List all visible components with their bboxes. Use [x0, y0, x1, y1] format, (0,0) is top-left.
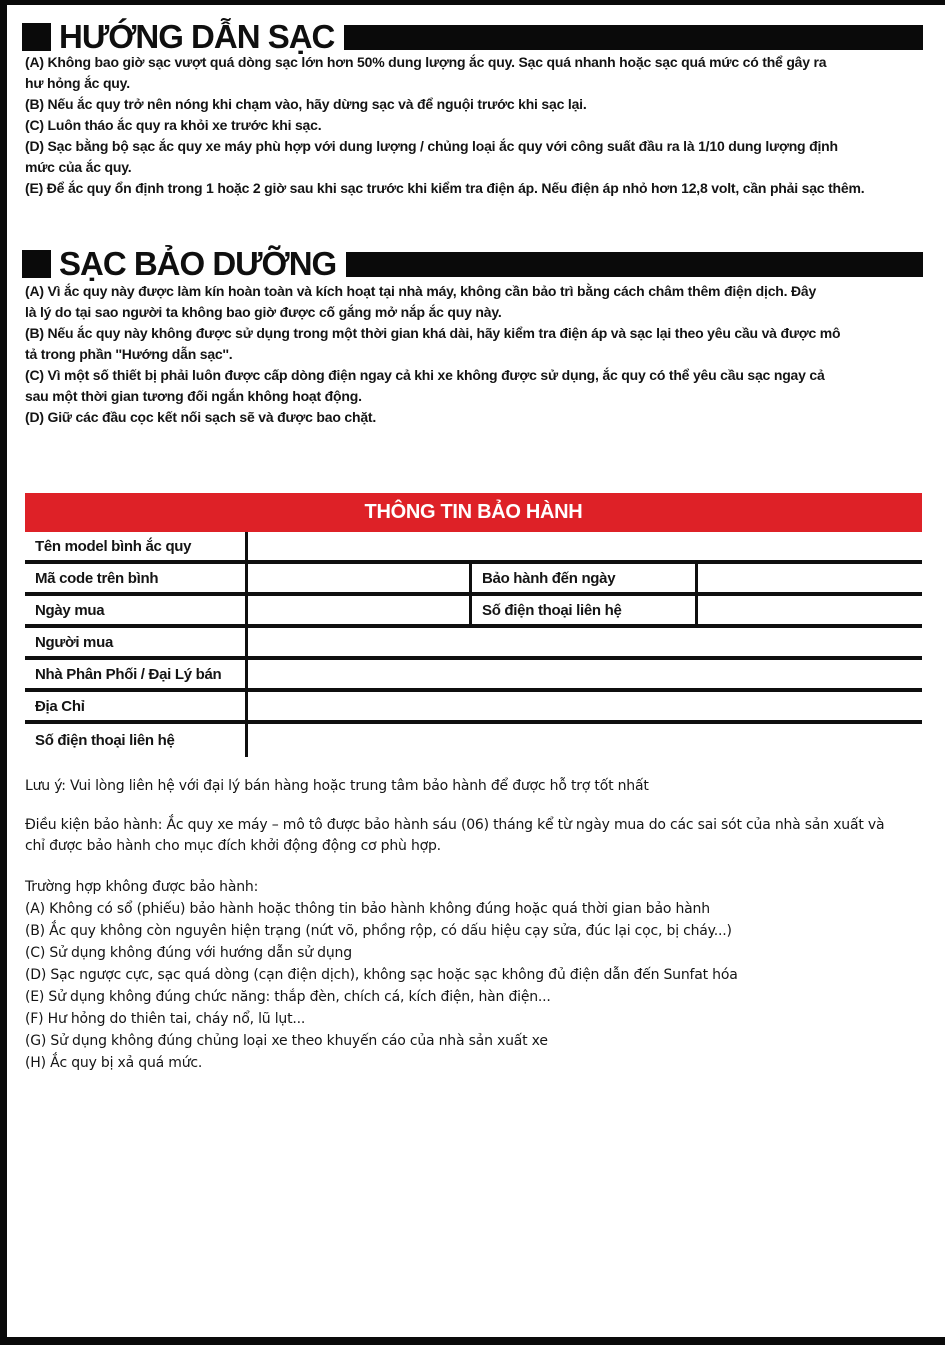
instruction-line: (D) Giữ các đầu cọc kết nối sạch sẽ và được bao chặt.: [25, 409, 377, 425]
exclusion-line: (C) Sử dụng không đúng với hướng dẫn sử dụng: [25, 945, 352, 961]
instruction-line: sau một thời gian tương đối ngắn không hoạt động.: [25, 388, 362, 404]
support-note: Lưu ý: Vui lòng liên hệ với đại lý bán hàng hoặc trung tâm bảo hành để được hỗ trợ tốt nhất: [25, 778, 649, 794]
scan-edge-bottom: [0, 1337, 945, 1345]
instruction-line: (C) Luôn tháo ắc quy ra khỏi xe trước khi sạc.: [25, 117, 322, 133]
maintenance-charge-text: [25, 281, 937, 428]
row-label: Số điện thoại liên hệ: [472, 596, 698, 624]
warranty-info-table: [25, 493, 922, 757]
exclusion-line: (B) Ắc quy không còn nguyên hiện trạng (nứt võ, phồng rộp, có dấu hiệu cạy sửa, đúc lại cọc, bị cháy...): [25, 923, 732, 939]
table-row-code-warranty-date: [25, 564, 922, 596]
instruction-line: (A) Không bao giờ sạc vượt quá dòng sạc lớn hơn 50% dung lượng ắc quy. Sạc quá nhanh hoặc sạc quá mức có thể gây ra: [25, 54, 827, 70]
blank-fill-in-cell: [698, 596, 922, 624]
scan-edge-left: [0, 0, 7, 1345]
table-row-contact-phone: [25, 724, 922, 757]
instruction-line: hư hỏng ắc quy.: [25, 75, 130, 91]
support-note-block: [25, 776, 937, 797]
exclusion-line: (E) Sử dụng không đúng chức năng: thắp đèn, chích cá, kích điện, hàn điện...: [25, 989, 551, 1005]
instruction-line: (B) Nếu ắc quy trở nên nóng khi chạm vào, hãy dừng sạc và để nguội trước khi sạc lại.: [25, 96, 587, 112]
exclusion-line: (D) Sạc ngược cực, sạc quá dòng (cạn điện dịch), không sạc hoặc sạc không đủ điện dẫn đến Sunfat hóa: [25, 967, 738, 983]
row-label: Số điện thoại liên hệ: [25, 724, 248, 757]
warranty-table-header: [25, 493, 922, 532]
row-label: Địa Chỉ: [25, 692, 248, 720]
table-row-address: [25, 692, 922, 724]
row-label: Mã code trên bình: [25, 564, 248, 592]
charging-guide-title: HƯỚNG DẪN SẠC: [59, 18, 335, 55]
charging-guide-header: [22, 20, 923, 55]
conditions-line: chỉ được bảo hành cho mục đích khởi động động cơ phù hợp.: [25, 838, 441, 854]
maintenance-charge-header: [22, 247, 923, 282]
instruction-line: (A) Vì ắc quy này được làm kín hoàn toàn và kích hoạt tại nhà máy, không cần bảo trì bằng cách châm thêm điện dịch. Đây: [25, 283, 817, 299]
exclusion-line: (F) Hư hỏng do thiên tai, cháy nổ, lũ lụt...: [25, 1011, 306, 1027]
instruction-line: (B) Nếu ắc quy này không được sử dụng trong một thời gian khá dài, hãy kiểm tra điện áp và sạc lại theo yêu cầu và được mô: [25, 325, 841, 341]
bullet-square-icon: [22, 23, 51, 51]
charging-guide-text: [25, 52, 937, 199]
warranty-table-title: THÔNG TIN BẢO HÀNH: [364, 501, 583, 523]
blank-fill-in-cell: [698, 564, 922, 592]
table-row-buyer: [25, 628, 922, 660]
blank-fill-in-cell: [248, 596, 472, 624]
warranty-exclusions-block: [25, 876, 937, 1074]
blank-fill-in-cell: [248, 724, 922, 757]
scan-edge-top: [0, 0, 945, 5]
instruction-line: là lý do tại sao người ta không bao giờ được cố gắng mở nắp ắc quy này.: [25, 304, 502, 320]
table-row-purchase-date-phone: [25, 596, 922, 628]
bullet-square-icon: [22, 250, 51, 278]
instruction-line: (D) Sạc bằng bộ sạc ắc quy xe máy phù hợp với dung lượng / chủng loại ắc quy với công suất đầu ra là 1/10 dung lượng định: [25, 138, 838, 154]
instruction-line: (C) Vì một số thiết bị phải luôn được cấp dòng điện ngay cả khi xe không được sử dụng, ắc quy có thể yêu cầu sạc ngay cả: [25, 367, 825, 383]
exclusion-line: (A) Không có sổ (phiếu) bảo hành hoặc thông tin bảo hành không đúng hoặc quá thời gian bảo hành: [25, 901, 710, 917]
instruction-line: (E) Để ắc quy ổn định trong 1 hoặc 2 giờ sau khi sạc trước khi kiểm tra điện áp. Nếu điện áp nhỏ hơn 12,8 volt, cần phải sạc thêm.: [25, 180, 865, 196]
blank-fill-in-cell: [248, 628, 922, 656]
blank-fill-in-cell: [248, 532, 922, 560]
row-label: Ngày mua: [25, 596, 248, 624]
row-label: Người mua: [25, 628, 248, 656]
instruction-line: tả trong phần ''Hướng dẫn sạc''.: [25, 346, 233, 362]
table-row-model: [25, 532, 922, 564]
maintenance-charge-title: SẠC BẢO DƯỠNG: [59, 245, 337, 282]
exclusions-title: Trường hợp không được bảo hành:: [25, 879, 259, 895]
instruction-line: mức của ắc quy.: [25, 159, 132, 175]
exclusion-line: (G) Sử dụng không đúng chủng loại xe theo khuyến cáo của nhà sản xuất xe: [25, 1033, 548, 1049]
row-label: Bảo hành đến ngày: [472, 564, 698, 592]
row-label: Nhà Phân Phối / Đại Lý bán: [25, 660, 248, 688]
header-rule-bar: [344, 25, 923, 50]
row-label: Tên model bình ắc quy: [25, 532, 248, 560]
warranty-conditions-block: [25, 815, 937, 857]
blank-fill-in-cell: [248, 692, 922, 720]
exclusion-line: (H) Ắc quy bị xả quá mức.: [25, 1055, 203, 1071]
blank-fill-in-cell: [248, 564, 472, 592]
blank-fill-in-cell: [248, 660, 922, 688]
conditions-line: Điều kiện bảo hành: Ắc quy xe máy – mô tô được bảo hành sáu (06) tháng kể từ ngày mua do các sai sót của nhà sản xuất và: [25, 817, 885, 833]
header-rule-bar: [346, 252, 923, 277]
table-row-distributor: [25, 660, 922, 692]
